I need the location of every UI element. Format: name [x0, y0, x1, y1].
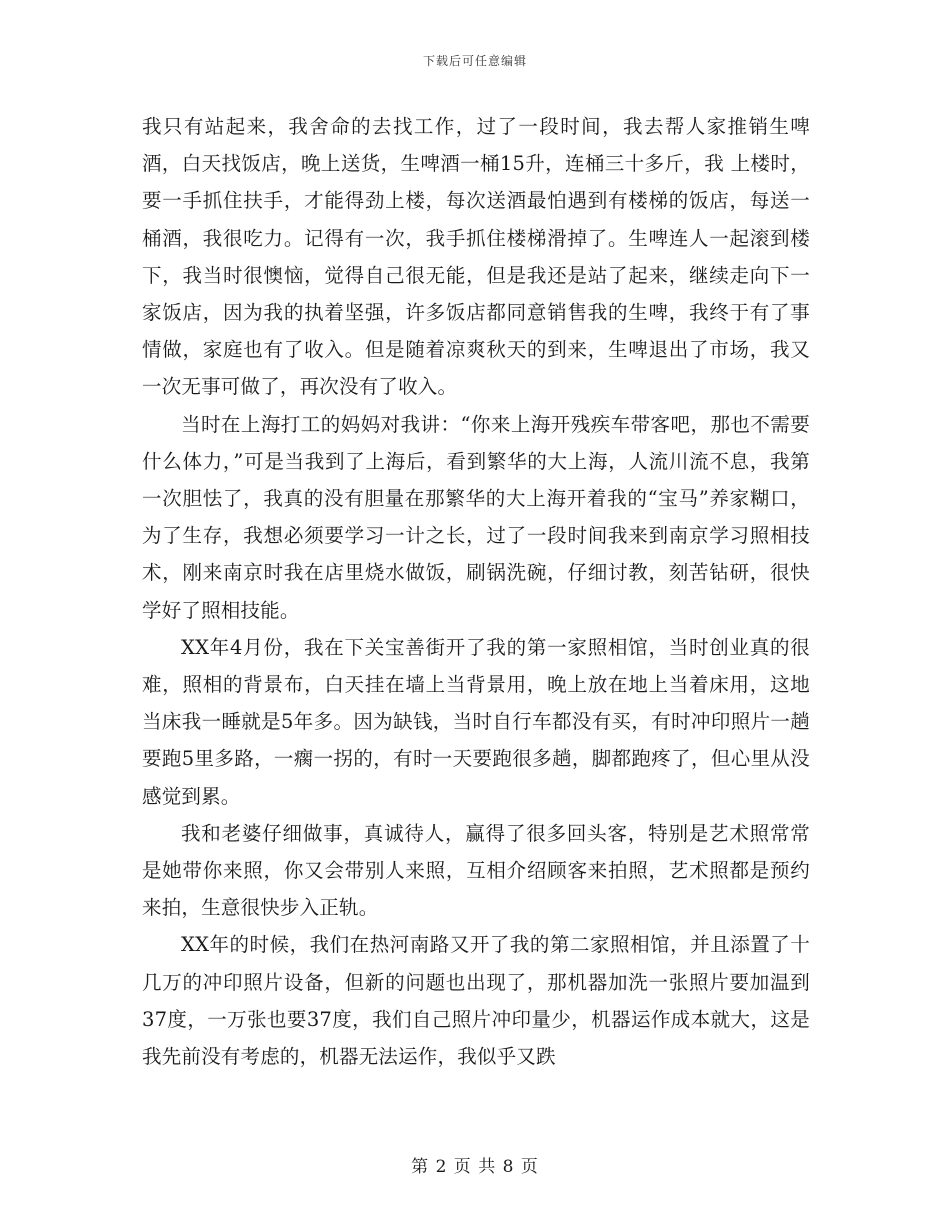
page-number-footer: 第 2 页 共 8 页 [411, 1157, 539, 1177]
paragraph: XX年的时候，我们在热河南路又开了我的第二家照相馆，并且添置了十几万的冲印照片设备，但新的问题也出现了，那机器加洗一张照片要加温到37度，一万张也要37度，我们自己照片冲印量少，机器运作成本就大，这是我先前没有考虑的，机器无法运作，我似乎又跌 [142, 933, 810, 1069]
document-body [142, 108, 810, 1075]
paragraph-continued: 我只有站起来，我舍命的去找工作，过了一段时间，我去帮人家推销生啤酒，白天找饭店，晚上送货，生啤酒一桶15升，连桶三十多斤，我 上楼时，要一手抓住扶手，才能得劲上楼，每次送酒最怕遇到有楼梯的饭店，每送一桶酒，我很吃力。记得有一次，我手抓住楼梯滑掉了。生啤连人一起滚到楼下，我当时很懊恼，觉得自己很无能，但是我还是站了起来，继续走向下一家饭店，因为我的执着坚强，许多饭店都同意销售我的生啤，我终于有了事情做，家庭也有了收入。但是随着凉爽秋天的到来，生啤退出了市场，我又一次无事可做了，再次没有了收入。 [142, 115, 810, 399]
page-header: 下载后可任意编辑 [422, 54, 527, 68]
paragraph: 我和老婆仔细做事，真诚待人，赢得了很多回头客，特别是艺术照常常是她带你来照，你又会带别人来照，互相介绍顾客来拍照，艺术照都是预约来拍，生意很快步入正轨。 [142, 821, 810, 920]
paragraph: XX年4月份，我在下关宝善街开了我的第一家照相馆，当时创业真的很难，照相的背景布，白天挂在墙上当背景用，晚上放在地上当着床用，这地当床我一睡就是5年多。因为缺钱，当时自行车都没有买，有时冲印照片一趟要跑5里多路，一瘸一拐的，有时一天要跑很多趟，脚都跑疼了，但心里从没感觉到累。 [142, 635, 810, 808]
paragraph: 当时在上海打工的妈妈对我讲：“你来上海开残疾车带客吧，那也不需要什么体力，”可是当我到了上海后，看到繁华的大上海，人流川流不息，我第一次胆怯了，我真的没有胆量在那繁华的大上海开着我的“宝马”养家糊口，为了生存，我想必须要学习一计之长，过了一段时间我来到南京学习照相技术，刚来南京时我在店里烧水做饭，刷锅洗碗，仔细讨教，刻苦钻研，很快学好了照相技能。 [142, 412, 810, 622]
